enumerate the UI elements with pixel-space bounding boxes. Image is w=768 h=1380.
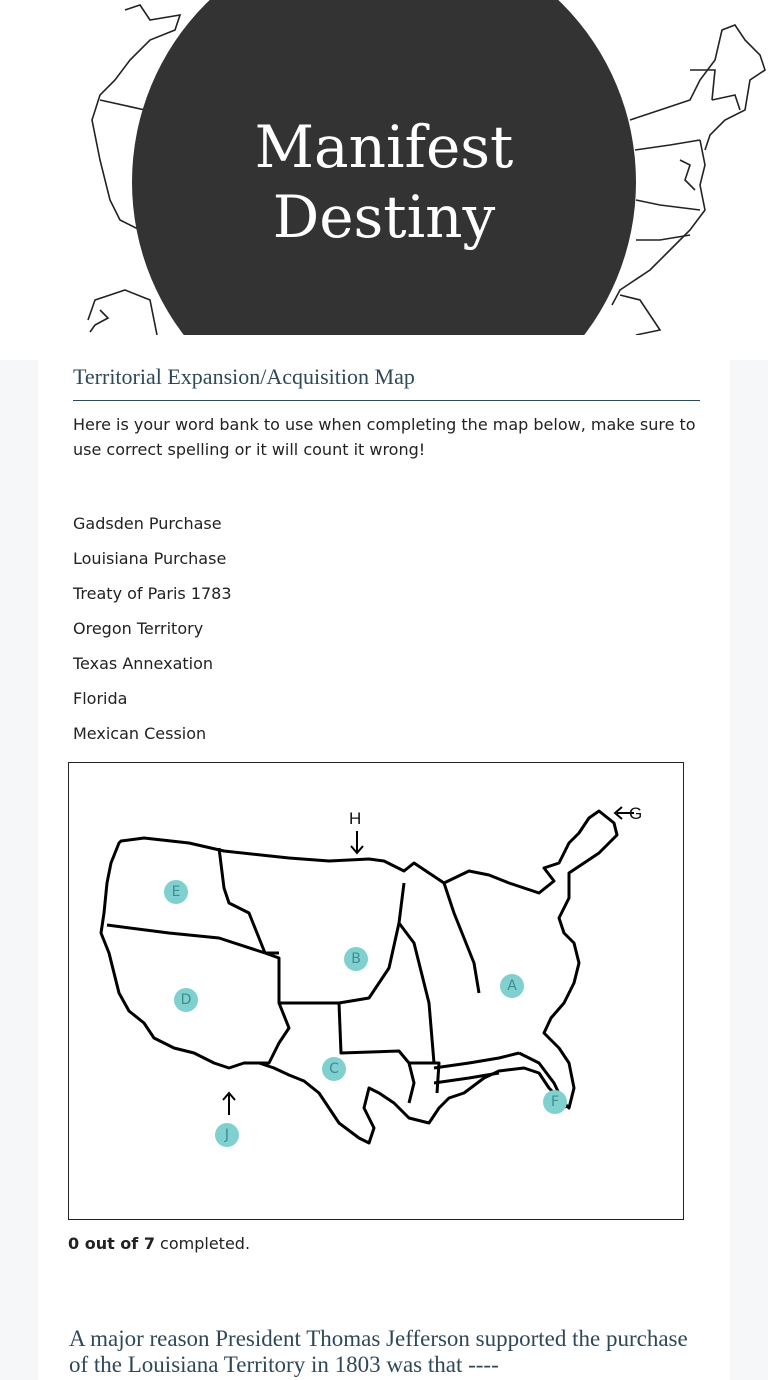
map-marker-d[interactable]: D	[174, 988, 198, 1012]
word-bank-item: Mexican Cession	[73, 724, 207, 743]
completion-count: 0 out of 7	[68, 1234, 155, 1253]
map-marker-a[interactable]: A	[500, 974, 524, 998]
map-marker-b[interactable]: B	[344, 947, 368, 971]
page-title-line-2: Destiny	[272, 183, 496, 251]
word-bank-item: Treaty of Paris 1783	[73, 584, 232, 603]
word-bank-item: Louisiana Purchase	[73, 549, 227, 568]
us-map-outline	[69, 763, 683, 1219]
page-title	[132, 112, 636, 252]
header-banner	[0, 0, 768, 360]
word-bank-item: Oregon Territory	[73, 619, 204, 638]
map-marker-e[interactable]: E	[164, 880, 188, 904]
worksheet-content	[38, 360, 730, 1380]
word-bank-item: Gadsden Purchase	[73, 514, 222, 533]
question-text: A major reason President Thomas Jefferson supported the purchase of the Louisiana Territory in 1803 was that ----	[69, 1326, 688, 1377]
section-title: Territorial Expansion/Acquisition Map	[73, 364, 700, 401]
map-label-h: H	[349, 809, 362, 828]
map-marker-f[interactable]: F	[543, 1090, 567, 1114]
map-marker-j[interactable]: J	[215, 1123, 239, 1147]
map-label-g: G	[629, 804, 643, 823]
word-bank-item: Texas Annexation	[73, 654, 214, 673]
map-marker-c[interactable]: C	[322, 1057, 346, 1081]
completion-status	[68, 1234, 250, 1253]
page-title-line-1: Manifest	[254, 113, 514, 181]
banner-bottom-strip	[0, 335, 768, 360]
section-intro: Here is your word bank to use when completing the map below, make sure to use correct spelling or it will count it wrong!	[73, 415, 696, 459]
word-bank-item: Florida	[73, 689, 128, 708]
territory-map	[68, 762, 684, 1220]
completion-suffix: completed.	[154, 1234, 251, 1253]
word-bank	[73, 506, 232, 751]
